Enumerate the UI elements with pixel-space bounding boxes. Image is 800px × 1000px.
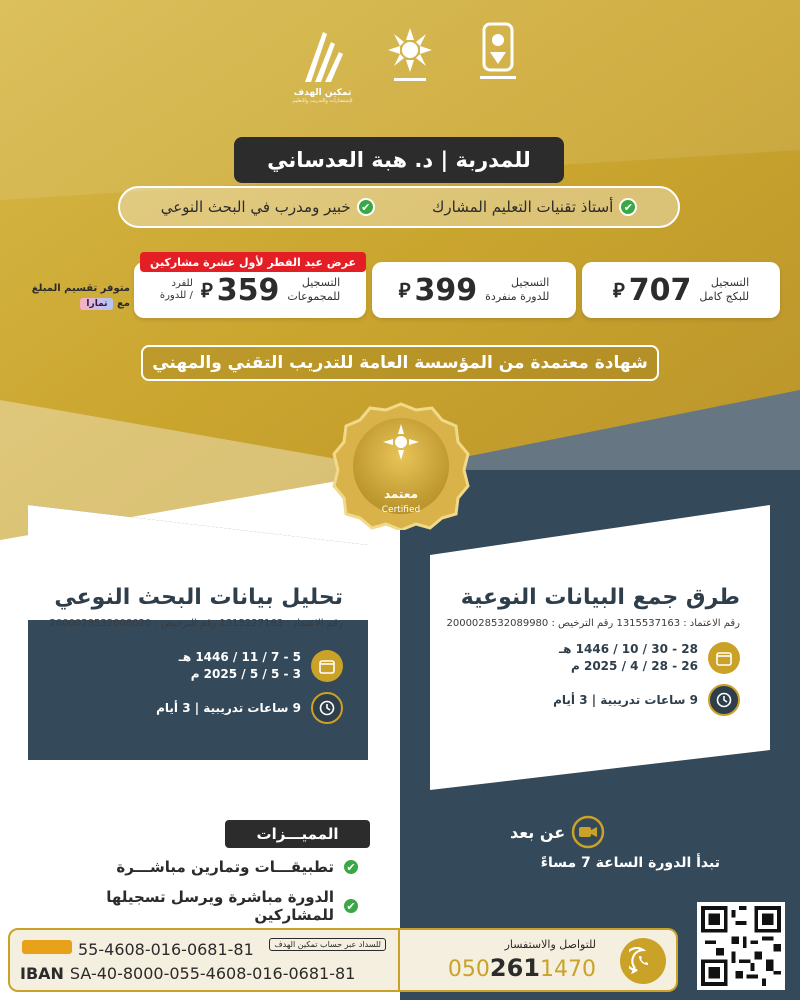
qualification-item: ✔ أستاذ تقنيات التعليم المشارك xyxy=(432,198,637,216)
clock-icon xyxy=(311,692,343,724)
svg-text:معتمد: معتمد xyxy=(383,487,419,501)
riyal-icon: ⃁ xyxy=(200,278,213,302)
check-icon: ✔ xyxy=(342,897,360,915)
feature-item: ✔ تطبيقـــات وتمارين مباشـــرة xyxy=(30,858,360,876)
riyal-icon: ⃁ xyxy=(398,278,411,302)
riyal-icon: ⃁ xyxy=(612,278,625,302)
logo-tamkeen: تمكين الهدف لإستشارات والتدريب والتعليم xyxy=(285,22,360,104)
bank-details: للسداد عبر حساب تمكين الهدف 55-4608-016-0681-81 IBAN SA-40-8000-055-4608-016-0681-81 xyxy=(8,928,400,992)
calendar-icon xyxy=(708,642,740,674)
tamara-logo: تمارا xyxy=(80,298,113,310)
qualification-item: ✔ خبير ومدرب في البحث النوعي xyxy=(161,198,375,216)
logo-elearning xyxy=(460,22,535,86)
course-card-analysis: تحليل بيانات البحث النوعي رقم الاعتماد : 1315227163 رقم الترخيص : 2000028532008020 5 - 7 / 11 / 1446 هـ 3 - 5 / 5 / 2025 م 9 ساعات تدريبية | 3 أيام xyxy=(48,585,343,724)
feature-item: ✔ الدورة مباشرة ويرسل تسجيلها للمشاركين xyxy=(30,888,360,924)
logo-tvtc xyxy=(373,22,448,86)
remote-info: عن بعد تبدأ الدورة الساعة 7 مساءً xyxy=(510,815,720,871)
price-package: التسجيل للبكج كامل ⃁ 707 xyxy=(582,262,780,318)
certified-badge xyxy=(326,402,476,530)
whatsapp-icon[interactable] xyxy=(620,938,666,984)
check-icon: ✔ xyxy=(342,858,360,876)
features-title: المميـــزات xyxy=(225,820,370,848)
tvtc-logo-icon xyxy=(384,22,436,86)
bank-logo xyxy=(22,940,72,954)
elearning-logo-icon xyxy=(472,22,524,86)
video-call-icon xyxy=(571,815,605,849)
certificate-banner: شهادة معتمدة من المؤسسة العامة للتدريب التقني والمهني xyxy=(141,345,659,381)
qr-code[interactable] xyxy=(697,902,785,990)
trainer-name: للمدربة | د. هبة العدساني xyxy=(234,137,564,183)
clock-icon xyxy=(708,684,740,716)
eid-offer-badge: عرض عيد الفطر لأول عشرة مشاركين xyxy=(140,252,366,272)
iban: IBAN SA-40-8000-055-4608-016-0681-81 xyxy=(20,964,356,983)
check-icon: ✔ xyxy=(357,198,375,216)
price-groups: التسجيل للمجموعات ⃁ 359 للفرد / للدورة xyxy=(134,262,366,318)
calendar-icon xyxy=(311,650,343,682)
price-single-course: التسجيل للدورة منفردة ⃁ 399 xyxy=(372,262,576,318)
course-card-collection: طرق جمع البيانات النوعية رقم الاعتماد : 1315537163 رقم الترخيص : 2000028532089980 28 - 30 / 10 / 1446 هـ 26 - 28 / 4 / 2025 م 9 ساعات تدريبية | 3 أيام xyxy=(445,585,740,716)
svg-text:Certified: Certified xyxy=(381,505,421,515)
installment-note: متوفر تقسيم المبلغ مع تمارا xyxy=(31,283,130,309)
contact-phone[interactable]: للتواصل والاستفسار 0502611470 xyxy=(400,928,678,992)
account-number: 55-4608-016-0681-81 xyxy=(78,940,254,959)
course-title: تحليل بيانات البحث النوعي xyxy=(54,585,343,610)
check-icon: ✔ xyxy=(619,198,637,216)
course-title: طرق جمع البيانات النوعية xyxy=(460,585,740,610)
tamkeen-logo-icon xyxy=(297,22,349,86)
qualifications xyxy=(118,186,680,228)
